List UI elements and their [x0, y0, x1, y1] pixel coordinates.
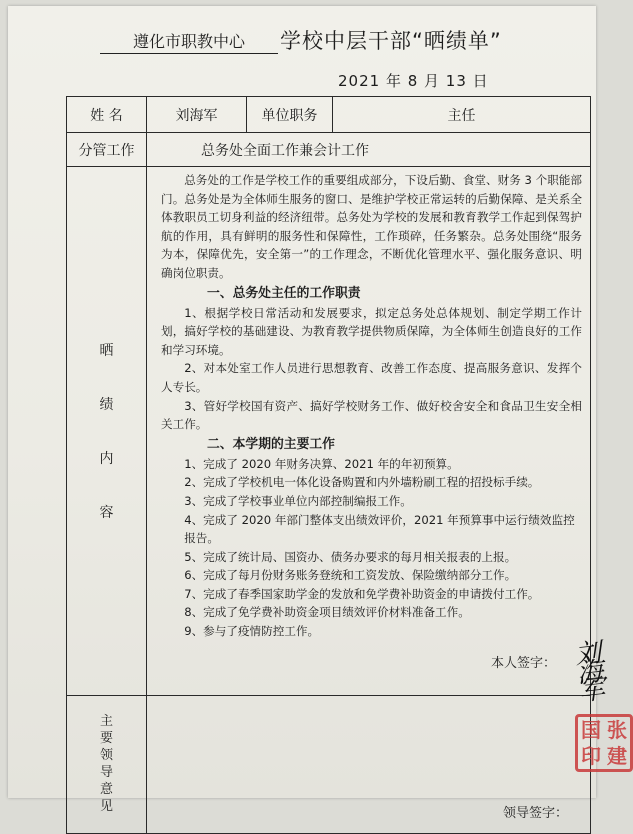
leader-label-char: 领 — [99, 748, 113, 764]
section-heading-duties: 一、总务处主任的工作职责 — [207, 285, 361, 301]
task-item: 1、完成了 2020 年财务决算、2021 年的年初预算。 — [184, 456, 459, 471]
row-leader-opinion — [67, 695, 591, 833]
leader-label — [67, 695, 147, 833]
row-duty — [67, 133, 591, 167]
task-item: 9、参与了疫情防控工作。 — [184, 624, 320, 639]
title-row — [8, 28, 596, 58]
content-body — [147, 167, 609, 708]
intro-paragraph: 总务处的工作是学校工作的重要组成部分，下设后勤、食堂、财务 3 个职能部门。总务处是为全体师生服务的窗口、是维护学校正常运转的后勤保障、是关系全体教职员工切身利益的经济纽带。总务处为学校的发展和教育教学工作起到保驾护航的作用，具有鲜明的服务性和保障性，工作琐碎，任务繁杂。总务处围绕“服务为本，保障优先，安全第一”的工作理念，不断优化管理水平、强化服务意识、明确岗位职责。 — [161, 173, 582, 280]
name-label: 姓 名 — [67, 97, 147, 133]
content-label-char: 容 — [99, 504, 114, 521]
name-value: 刘海军 — [147, 97, 247, 133]
seal-char: 印 — [581, 743, 601, 768]
achievement-form — [66, 96, 627, 834]
red-seal-stamp — [575, 714, 633, 772]
task-item: 5、完成了统计局、国资办、债务办要求的每月相关报表的上报。 — [184, 549, 517, 564]
self-sign-area — [161, 637, 609, 708]
duty-item: 1、根据学校日常活动和发展要求，拟定总务处总体规划、制定学期工作计划，搞好学校的基础建设、为教育教学提供物质保障，为全体师生创造良好的工作和学习环境。 — [161, 305, 582, 357]
seal-char: 国 — [581, 717, 601, 742]
content-label-char: 内 — [99, 450, 114, 467]
duty-item: 3、管好学校国有资产、搞好学校财务工作、做好校舍安全和食品卫生安全相关工作。 — [161, 398, 582, 432]
content-label-char: 绩 — [99, 396, 114, 413]
self-sign-label: 本人签字： — [491, 655, 557, 671]
task-item: 7、完成了春季国家助学金的发放和免学费补助资金的申请拨付工作。 — [184, 586, 540, 601]
task-item: 3、完成了学校事业单位内部控制编报工作。 — [184, 493, 412, 508]
duty-item: 2、对本处室工作人员进行思想教育、改善工作态度、提高服务意识、发挥个人专长。 — [161, 361, 582, 394]
self-signature: 刘海军 — [573, 637, 609, 708]
position-value: 主任 — [333, 97, 591, 133]
leader-label-char: 导 — [99, 765, 113, 781]
document-date: 2021 年 8 月 13 日 — [338, 72, 489, 90]
leader-label-char: 见 — [99, 799, 113, 815]
leader-label-char: 要 — [99, 731, 113, 747]
document-page — [8, 6, 627, 821]
leader-opinion-area — [147, 695, 627, 833]
leader-label-char: 意 — [99, 782, 113, 798]
task-item: 4、完成了 2020 年部门整体支出绩效评价，2021 年预算事中运行绩效监控报告。 — [184, 512, 575, 546]
seal-char: 建 — [607, 743, 627, 768]
row-content — [67, 167, 591, 696]
task-item: 2、完成了学校机电一体化设备购置和内外墙粉刷工程的招投标手续。 — [184, 475, 540, 490]
section-heading-tasks: 二、本学期的主要工作 — [207, 436, 335, 452]
leader-label-char: 主 — [99, 714, 113, 730]
row-basic-info — [67, 97, 591, 133]
content-label-char: 晒 — [99, 342, 114, 359]
duty-value: 总务处全面工作兼会计工作 — [147, 133, 591, 167]
task-item: 8、完成了免学费补助资金项目绩效评价材料准备工作。 — [184, 605, 470, 620]
page-title: 学校中层干部“晒绩单” — [280, 29, 502, 53]
leader-sign-label: 领导签字： — [503, 805, 569, 821]
duty-label: 分管工作 — [67, 133, 147, 167]
organization-name: 遵化市职教中心 — [100, 30, 278, 54]
content-label — [67, 167, 147, 696]
position-label: 单位职务 — [247, 97, 333, 133]
task-item: 6、完成了每月份财务账务登统和工资发放、保险缴纳部分工作。 — [184, 568, 517, 583]
seal-char: 张 — [607, 717, 627, 742]
